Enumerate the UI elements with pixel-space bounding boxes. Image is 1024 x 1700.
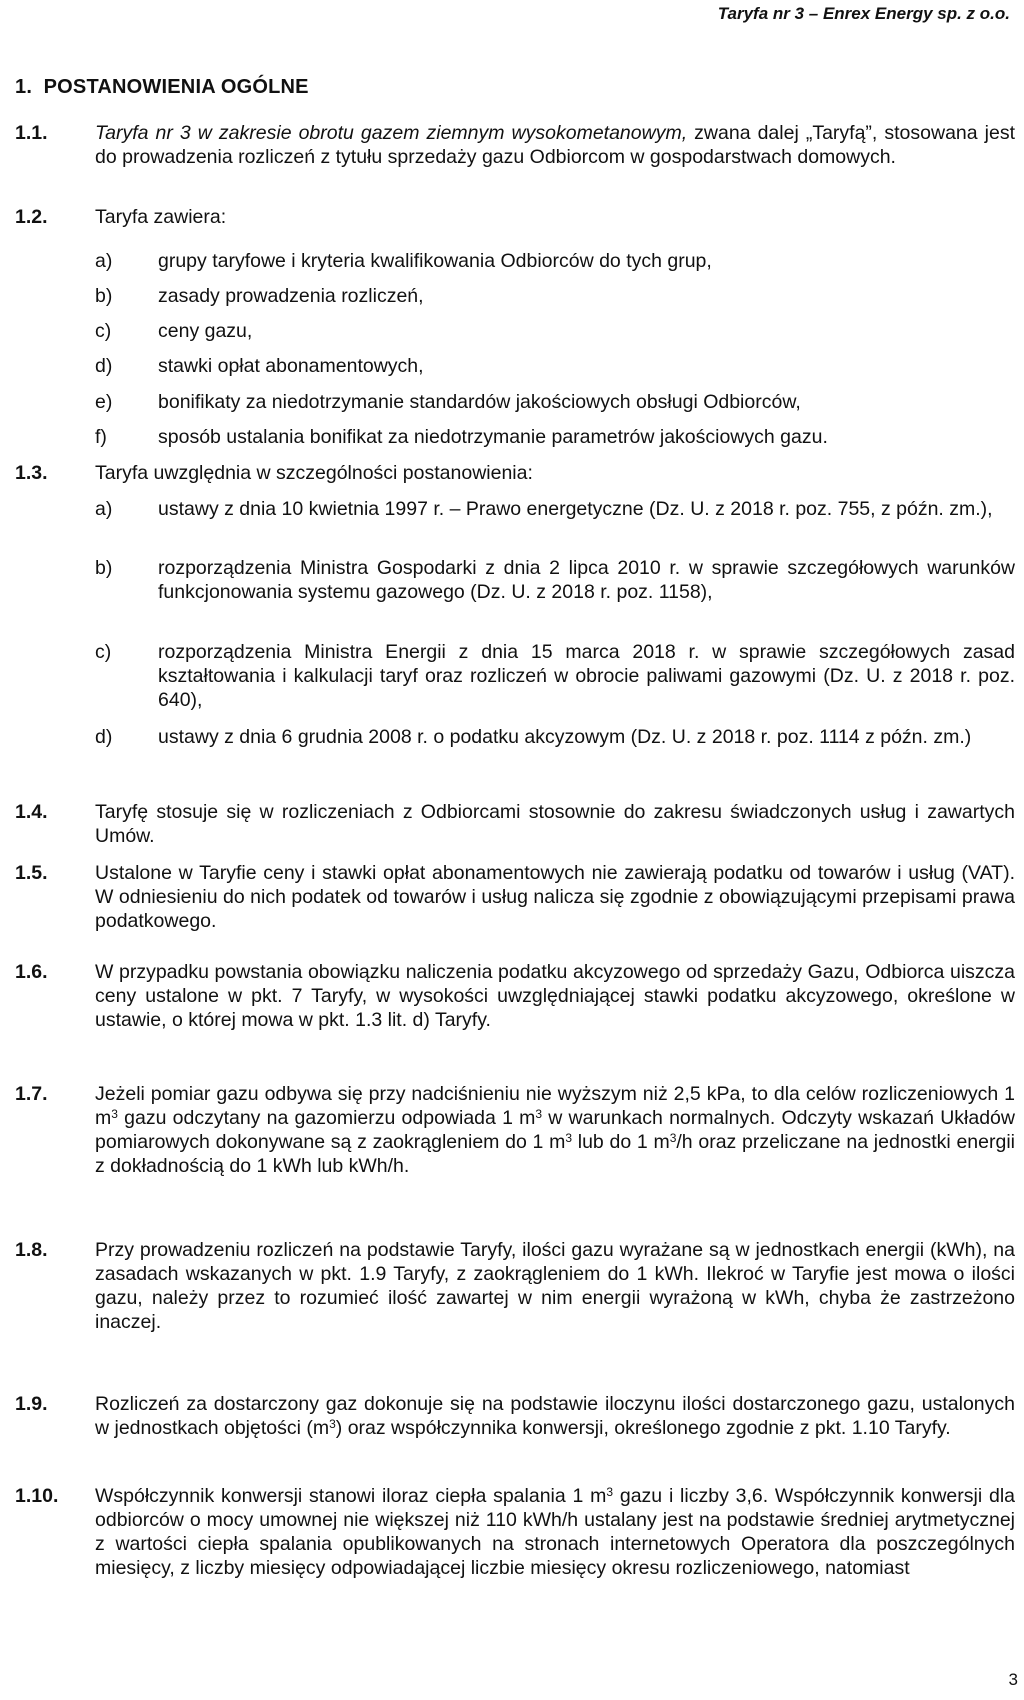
superscript: 3 <box>669 1131 677 1145</box>
list-letter: b) <box>95 557 113 579</box>
paragraph-text: Ustalone w Taryfie ceny i stawki opłat abonamentowych nie zawierają podatku od towarów i usług (VAT). W odniesieniu do nich podatek od towarów i usług nalicza się zgodnie z obowiązującymi przepisami prawa podatkowego. <box>95 862 1015 932</box>
paragraph-number: 1.9. <box>15 1393 48 1415</box>
list-letter: b) <box>95 285 113 307</box>
section-heading <box>15 75 309 99</box>
list-letter: a) <box>95 498 113 520</box>
paragraph-text: Przy prowadzeniu rozliczeń na podstawie Taryfy, ilości gazu wyrażane są w jednostkach energii (kWh), na zasadach wskazanych w pkt. 1.9 Taryfy, z zaokrągleniem do 1 kWh. Ilekroć w Taryfie jest mowa o ilości gazu, należy przez to rozumieć ilość zawartej w nim energii wyrażoną w kWh, chyba że zastrzeżono inaczej. <box>95 1239 1015 1333</box>
paragraph-text: Jeżeli pomiar gazu odbywa się przy nadciśnieniu nie wyższym niż 2,5 kPa, to dla celów rozliczeniowych 1 $m^3$ gazu odczytany na gazomierzu odpowiada 1 $m^3$ w warunkach normalnych. Odczyty wskazań Układów pomiarowych dokonywane są z zaokrągleniem do 1 $m^3$ lub do 1 $m^3/h$ oraz przeliczane na jednostki energii z dokładnością do 1 kWh lub kWh/h. <box>95 1083 1015 1177</box>
page-header: Taryfa nr 3 – Enrex Energy sp. z o.o. <box>717 4 1010 23</box>
paragraph-number: 1.8. <box>15 1239 48 1261</box>
paragraph-number: 1.3. <box>15 462 48 484</box>
section-title: POSTANOWIENIA OGÓLNE <box>43 76 309 98</box>
list-item-text: rozporządzenia Ministra Energii z dnia 15 marca 2018 r. w sprawie szczegółowych zasad kształtowania i kalkulacji taryf oraz rozliczeń w obrocie paliwami gazowymi (Dz. U. z 2018 r. poz. 640), <box>158 641 1015 711</box>
page-number: 3 <box>1008 1670 1018 1689</box>
list-item <box>95 319 1015 343</box>
paragraph-number: 1.7. <box>15 1083 48 1105</box>
paragraph-1-6 <box>15 960 1015 1032</box>
list-item <box>95 497 1015 521</box>
paragraph-number: 1.5. <box>15 862 48 884</box>
list-item-text: bonifikaty za niedotrzymanie standardów jakościowych obsługi Odbiorców, <box>158 391 801 413</box>
list-item-text: sposób ustalania bonifikat za niedotrzymanie parametrów jakościowych gazu. <box>158 426 828 448</box>
paragraph-text: W przypadku powstania obowiązku naliczenia podatku akcyzowego od sprzedaży Gazu, Odbiorca uiszcza ceny ustalone w pkt. 7 Taryfy, w wysokości uwzględniającej stawki podatku akcyzowego, określone w ustawie, o której mowa w pkt. 1.3 lit. d) Taryfy. <box>95 961 1015 1031</box>
list-item-text: grupy taryfowe i kryteria kwalifikowania Odbiorców do tych grup, <box>158 250 712 272</box>
paragraph-number: 1.4. <box>15 801 48 823</box>
paragraph-1-4 <box>15 800 1015 848</box>
superscript: 3 <box>329 1417 336 1431</box>
paragraph-1-2 <box>15 205 1015 229</box>
paragraph-text: Taryfa uwzględnia w szczególności postanowienia: <box>95 462 533 484</box>
tariff-name: Taryfa nr 3 w zakresie obrotu gazem ziemnym wysokometanowym, <box>95 122 688 144</box>
paragraph-number: 1.2. <box>15 206 48 228</box>
paragraph-text: Współczynnik konwersji stanowi iloraz ciepła spalania 1 $m^3$ gazu i liczby 3,6. Współczynnik konwersji dla odbiorców o mocy umownej nie większej niż 110 kWh/h ustalany jest na podstawie średniej arytmetycznej z wartości ciepła spalania opublikowanych na stronach internetowych Operatora dla poszczególnych miesięcy, z liczby miesięcy odpowiadającej liczbie miesięcy okresu rozliczeniowego, natomiast <box>95 1485 1015 1579</box>
paragraph-1-10 <box>15 1484 1015 1580</box>
superscript: 3 <box>535 1107 543 1121</box>
superscript: 3 <box>606 1485 614 1499</box>
paragraph-1-5 <box>15 861 1015 933</box>
paragraph-1-1 <box>15 121 1015 169</box>
paragraph-number: 1.6. <box>15 961 48 983</box>
paragraph-1-7 <box>15 1082 1015 1178</box>
section-number: 1. <box>15 76 33 98</box>
paragraph-1-8 <box>15 1238 1015 1334</box>
paragraph-text: Taryfę stosuje się w rozliczeniach z Odbiorcami stosownie do zakresu świadczonych usług i zawartych Umów. <box>95 801 1015 847</box>
list-item <box>95 249 1015 273</box>
paragraph-text: Taryfa zawiera: <box>95 206 227 228</box>
list-item-text: ustawy z dnia 6 grudnia 2008 r. o podatku akcyzowym (Dz. U. z 2018 r. poz. 1114 z późn. zm.) <box>158 726 972 748</box>
list-item-text: ceny gazu, <box>158 320 253 342</box>
list-item <box>95 640 1015 712</box>
list-item-text: stawki opłat abonamentowych, <box>158 355 424 377</box>
superscript: 3 <box>111 1107 118 1121</box>
list-item <box>95 425 1015 449</box>
list-letter: a) <box>95 250 113 272</box>
list-letter: d) <box>95 726 113 748</box>
paragraph-1-3 <box>15 461 1015 485</box>
list-item <box>95 725 1015 749</box>
list-item-text: ustawy z dnia 10 kwietnia 1997 r. – Prawo energetyczne (Dz. U. z 2018 r. poz. 755, z późn. zm.), <box>158 498 993 520</box>
superscript: 3 <box>565 1131 573 1145</box>
list-letter: c) <box>95 641 112 663</box>
list-item-text: zasady prowadzenia rozliczeń, <box>158 285 424 307</box>
list-item <box>95 354 1015 378</box>
list-item <box>95 556 1015 604</box>
list-letter: c) <box>95 320 112 342</box>
paragraph-number: 1.10. <box>15 1485 59 1507</box>
list-letter: f) <box>95 426 107 448</box>
list-item-text: rozporządzenia Ministra Gospodarki z dnia 2 lipca 2010 r. w sprawie szczegółowych warunków funkcjonowania systemu gazowego (Dz. U. z 2018 r. poz. 1158), <box>158 557 1015 603</box>
paragraph-text: Rozliczeń za dostarczony gaz dokonuje się na podstawie iloczynu ilości dostarczonego gazu, ustalonych w jednostkach objętości $(m^3)$ oraz współczynnika konwersji, określonego zgodnie z pkt. 1.10 Taryfy. <box>95 1393 1015 1439</box>
paragraph-number: 1.1. <box>15 122 48 144</box>
list-letter: e) <box>95 391 113 413</box>
list-item <box>95 284 1015 308</box>
list-item <box>95 390 1015 414</box>
paragraph-text: zwana dalej „Taryfą”, stosowana jest do prowadzenia rozliczeń z tytułu sprzedaży gazu Odbiorcom w gospodarstwach domowych. <box>95 122 1016 168</box>
paragraph-1-9 <box>15 1392 1015 1440</box>
list-letter: d) <box>95 355 113 377</box>
